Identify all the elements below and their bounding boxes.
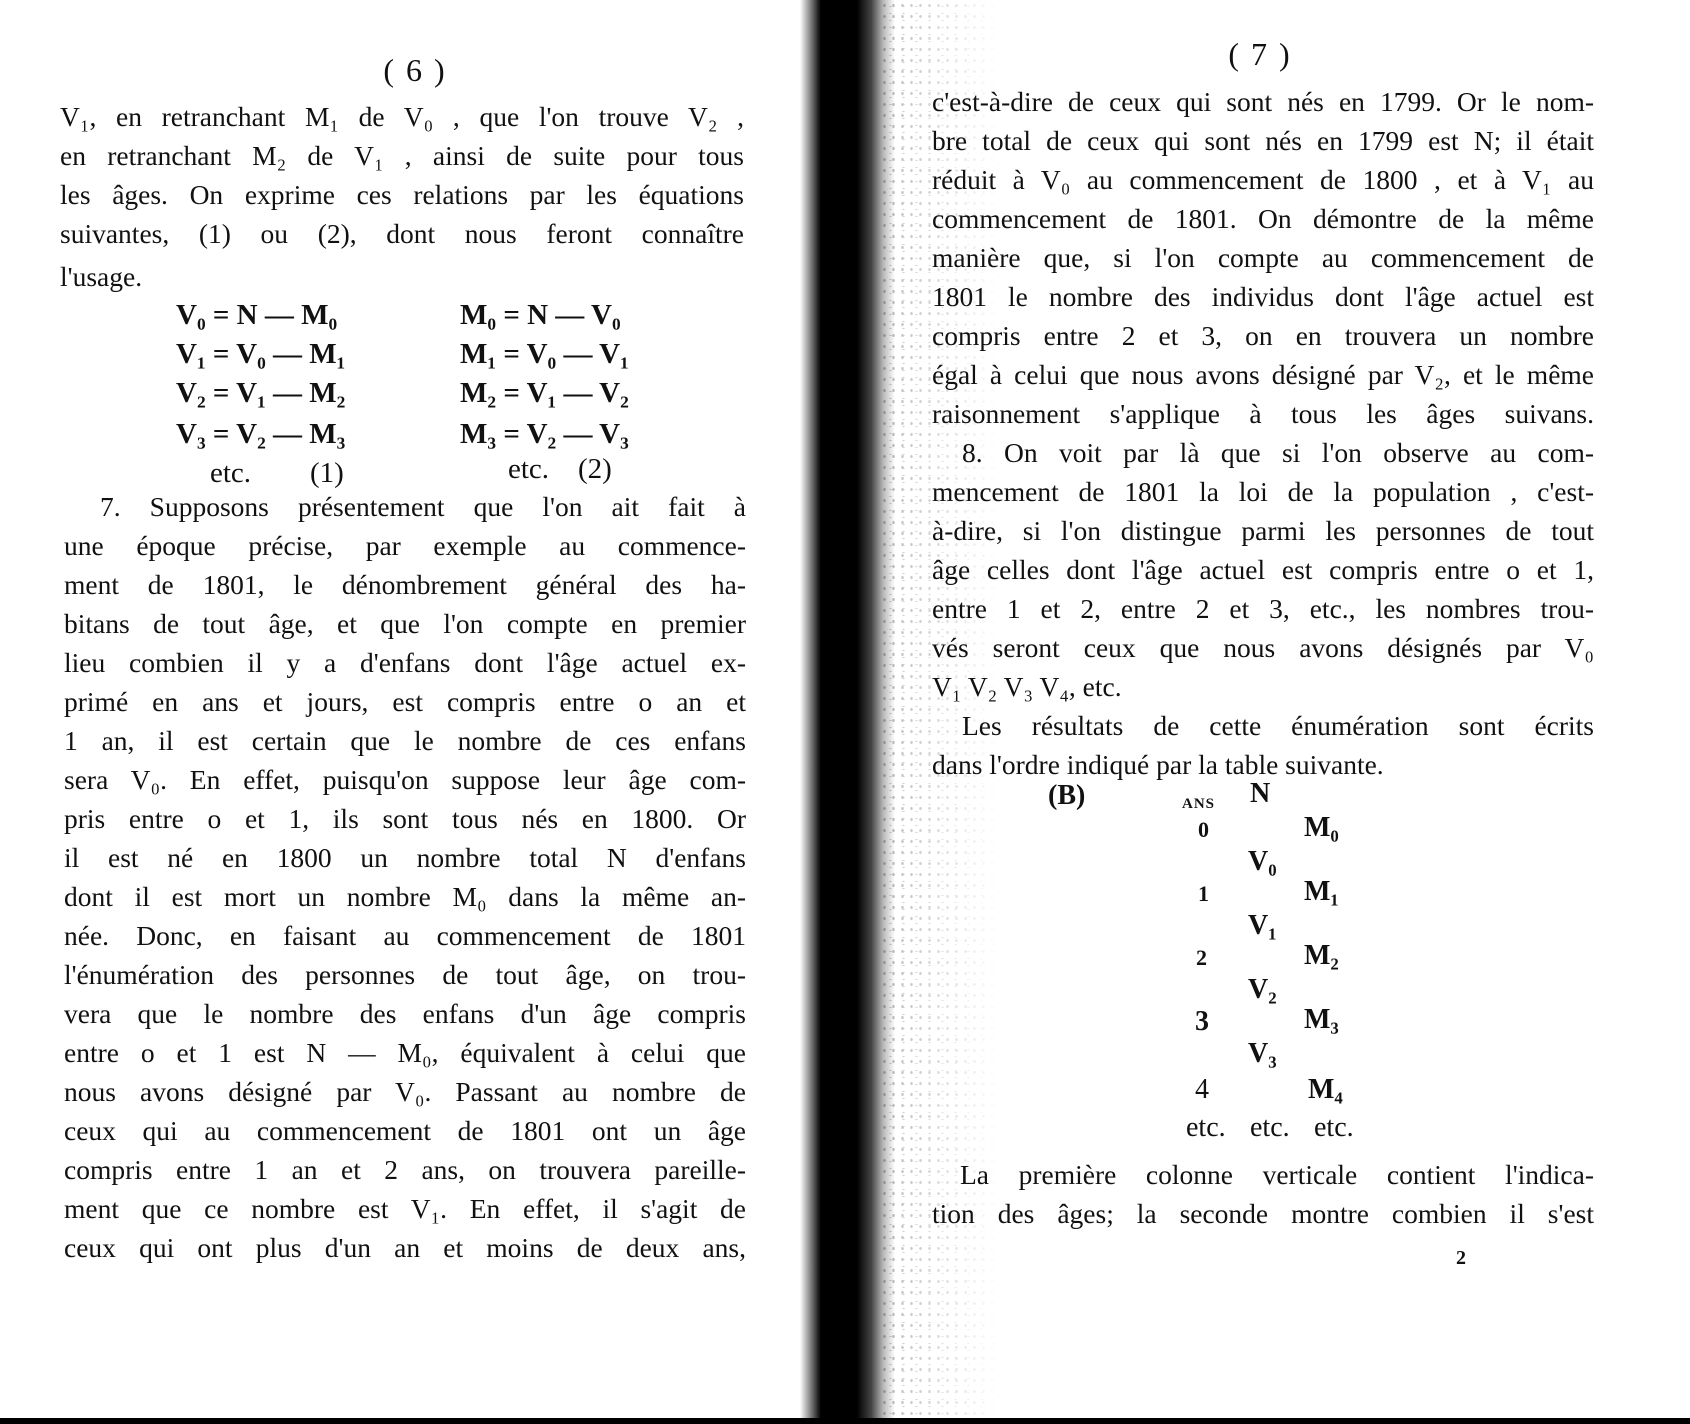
table-age: 1	[1198, 881, 1209, 906]
left-page	[0, 0, 790, 1424]
page-number-6: ( 6 )	[383, 52, 447, 88]
text-line: commencement de 1801. On démontre de la même	[932, 203, 1594, 234]
right-page	[790, 0, 1690, 1424]
table-v-value: V₂	[1248, 974, 1277, 1005]
equations-label-2: (2)	[578, 453, 612, 485]
text-line: vés seront ceux que nous avons désignés par V₀	[932, 632, 1594, 663]
text-line: entre 1 et 2, entre 2 et 3, etc., les nombres trou-	[932, 593, 1594, 624]
equation: V₀ = N — M₀	[176, 299, 338, 331]
text-line: ment de 1801, le dénombrement général des ha-	[64, 569, 746, 600]
text-line: V₁ V₂ V₃ V₄, etc.	[932, 671, 1122, 702]
equation: M₃ = V₂ — V₃	[460, 418, 629, 450]
table-label: (B)	[1048, 780, 1086, 811]
text-line: dont il est mort un nombre M₀ dans la même an-	[64, 881, 746, 912]
table-header-ans: ANS	[1182, 796, 1216, 812]
text-line: il est né en 1800 un nombre total N d'enfans	[64, 842, 746, 873]
text-line: l'énumération des personnes de tout âge, on trou-	[64, 959, 746, 990]
text-line: vera que le nombre des enfans d'un âge compris	[64, 998, 746, 1029]
text-line: égal à celui que nous avons désigné par V₂, et le même	[932, 359, 1594, 390]
text-line: née. Donc, en faisant au commencement de 1801	[64, 920, 746, 951]
text-line: ceux qui au commencement de 1801 ont un âge	[64, 1115, 746, 1146]
text-line: 1801 le nombre des individus dont l'âge actuel est	[932, 281, 1594, 312]
text-line: à-dire, si l'on distingue parmi les personnes de tout	[932, 515, 1594, 546]
text-line: mencement de 1801 la loi de la population , c'est-	[932, 476, 1594, 507]
text-line: compris entre 1 an et 2 ans, on trouvera pareille-	[64, 1154, 746, 1185]
text-line: 1 an, il est certain que le nombre de ces enfans	[64, 725, 746, 756]
table-age: 2	[1196, 945, 1207, 970]
text-line: une époque précise, par exemple au commence-	[64, 530, 746, 561]
text-line: primé en ans et jours, est compris entre o an et	[64, 686, 746, 717]
table-m-value: M₀	[1304, 812, 1339, 843]
text-line: bre total de ceux qui sont nés en 1799 est N; il était	[932, 125, 1594, 156]
table-etc: etc.	[1186, 1112, 1226, 1143]
text-line: dans l'ordre indiqué par la table suivante.	[932, 749, 1384, 780]
text-line: pris entre o et 1, ils sont tous nés en 1800. Or	[64, 803, 746, 834]
text-line: ceux qui ont plus d'un an et moins de deux ans,	[64, 1232, 746, 1263]
table-m-value: M₃	[1304, 1004, 1339, 1035]
text-line: l'usage.	[60, 261, 143, 292]
text-line: entre o et 1 est N — M₀, équivalent à celui que	[64, 1037, 746, 1068]
equation: V₂ = V₁ — M₂	[176, 377, 346, 409]
text-line: c'est-à-dire de ceux qui sont nés en 1799. Or le nom-	[932, 86, 1594, 117]
text-line: 7. Supposons présentement que l'on ait fait à	[100, 491, 746, 522]
text-line: ment que ce nombre est V₁. En effet, il s'agit de	[64, 1193, 746, 1224]
table-etc: etc.	[1250, 1112, 1290, 1143]
text-line: compris entre 2 et 3, on en trouvera un nombre	[932, 320, 1594, 351]
table-v-value: V₁	[1248, 910, 1277, 941]
text-line: Les résultats de cette énumération sont écrits	[962, 710, 1594, 741]
text-line: La première colonne verticale contient l'indica-	[960, 1159, 1594, 1190]
text-line: lieu combien il y a d'enfans dont l'âge actuel ex-	[64, 647, 746, 678]
text-line: tion des âges; la seconde montre combien il s'est	[932, 1198, 1594, 1229]
table-header-n: N	[1250, 778, 1271, 809]
table-age: 4	[1195, 1074, 1209, 1105]
table-age: 0	[1198, 817, 1209, 842]
signature-mark: 2	[1456, 1247, 1466, 1269]
table-etc: etc.	[1314, 1112, 1354, 1143]
text-line: en retranchant M₂ de V₁ , ainsi de suite pour tous	[60, 140, 744, 171]
equations-etc-2: etc.	[508, 453, 550, 485]
page-number-7: ( 7 )	[1228, 36, 1292, 72]
equations-label-1: (1)	[310, 457, 344, 489]
table-m-value: M₄	[1308, 1074, 1343, 1105]
text-line: bitans de tout âge, et que l'on compte en premier	[64, 608, 746, 639]
equation: M₁ = V₀ — V₁	[460, 338, 629, 370]
table-age: 3	[1195, 1006, 1209, 1037]
equation: M₂ = V₁ — V₂	[460, 377, 629, 409]
text-line: suivantes, (1) ou (2), dont nous feront connaître	[60, 218, 744, 249]
text-line: réduit à V₀ au commencement de 1800 , et à V₁ au	[932, 164, 1594, 195]
text-line: les âges. On exprime ces relations par les équations	[60, 179, 744, 210]
text-line: âge celles dont l'âge actuel est compris entre o et 1,	[932, 554, 1594, 585]
table-m-value: M₁	[1304, 876, 1339, 907]
table-v-value: V₀	[1248, 846, 1277, 877]
equation: M₀ = N — V₀	[460, 299, 621, 331]
scan-bottom-edge	[0, 1418, 1690, 1424]
text-line: raisonnement s'applique à tous les âges suivans.	[932, 398, 1594, 429]
text-line: nous avons désigné par V₀. Passant au nombre de	[64, 1076, 746, 1107]
equation: V₃ = V₂ — M₃	[176, 418, 346, 450]
text-line: 8. On voit par là que si l'on observe au com-	[962, 437, 1594, 468]
text-line: sera V₀. En effet, puisqu'on suppose leur âge com-	[64, 764, 746, 795]
equations-etc-1: etc.	[210, 457, 252, 489]
table-m-value: M₂	[1304, 940, 1339, 971]
text-line: V₁, en retranchant M₁ de V₀ , que l'on trouve V₂ ,	[60, 101, 744, 132]
equation: V₁ = V₀ — M₁	[176, 338, 346, 370]
table-v-value: V₃	[1248, 1038, 1277, 1069]
text-line: manière que, si l'on compte au commencement de	[932, 242, 1594, 273]
